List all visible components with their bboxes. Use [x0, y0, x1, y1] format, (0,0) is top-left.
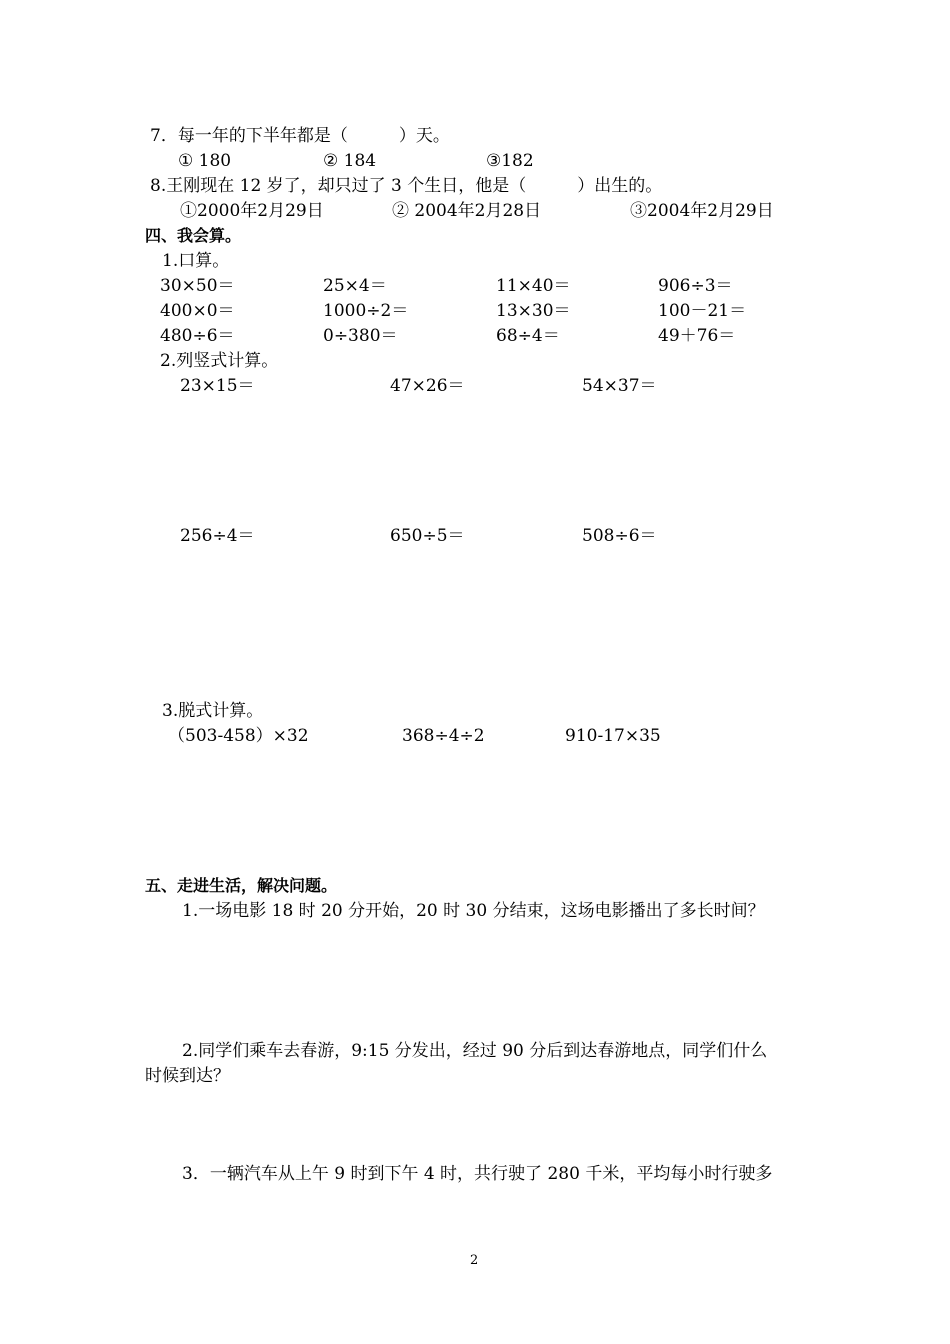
oral-calc-item: 480÷6＝ — [160, 326, 235, 346]
oral-calc-item: 68÷4＝ — [496, 326, 560, 346]
oral-calc-item: 25×4＝ — [323, 276, 387, 296]
oral-calc-item: 30×50＝ — [160, 276, 235, 296]
stepwise-calc-label: 3.脱式计算。 — [162, 701, 264, 721]
oral-calc-item: 100－21＝ — [658, 301, 747, 321]
oral-calc-item: 11×40＝ — [496, 276, 571, 296]
question-7-option-2: ② 184 — [323, 151, 377, 171]
problem-2-line-2: 时候到达？ — [145, 1066, 230, 1086]
question-8-stem: 8.王刚现在 12 岁了，却只过了 3 个生日，他是（ ）出生的。 — [150, 176, 663, 196]
stepwise-calc-item: 910-17×35 — [565, 726, 661, 746]
oral-calc-item: 0÷380＝ — [323, 326, 398, 346]
oral-calc-item: 400×0＝ — [160, 301, 235, 321]
oral-calc-label: 1.口算。 — [162, 251, 230, 271]
section-4-title: 四、我会算。 — [145, 226, 242, 245]
oral-calc-item: 906÷3＝ — [658, 276, 733, 296]
problem-1: 1.一场电影 18 时 20 分开始，20 时 30 分结束，这场电影播出了多长时间？ — [182, 901, 765, 921]
question-8-option-3: ③2004年2月29日 — [630, 201, 774, 221]
oral-calc-item: 49＋76＝ — [658, 326, 736, 346]
stepwise-calc-item: 368÷4÷2 — [402, 726, 485, 746]
vertical-calc-item: 508÷6＝ — [582, 526, 657, 546]
question-7-stem: 7．每一年的下半年都是（ ）天。 — [150, 126, 450, 146]
problem-2-line-1: 2.同学们乘车去春游，9:15 分发出，经过 90 分后到达春游地点，同学们什么 — [182, 1041, 768, 1061]
stepwise-calc-item: （503-458）×32 — [168, 726, 309, 746]
question-8-option-2: ② 2004年2月28日 — [392, 201, 542, 221]
vertical-calc-item: 23×15＝ — [180, 376, 255, 396]
question-7-option-1: ① 180 — [178, 151, 232, 171]
question-8-option-1: ①2000年2月29日 — [180, 201, 324, 221]
page-number: 2 — [470, 1253, 479, 1268]
problem-3: 3．一辆汽车从上午 9 时到下午 4 时，共行驶了 280 千米，平均每小时行驶多 — [182, 1164, 773, 1184]
oral-calc-item: 1000÷2＝ — [323, 301, 409, 321]
vertical-calc-item: 650÷5＝ — [390, 526, 465, 546]
question-7-option-3: ③182 — [486, 151, 534, 171]
vertical-calc-item: 54×37＝ — [582, 376, 657, 396]
vertical-calc-item: 47×26＝ — [390, 376, 465, 396]
oral-calc-item: 13×30＝ — [496, 301, 571, 321]
section-5-title: 五、走进生活，解决问题。 — [145, 876, 338, 895]
vertical-calc-item: 256÷4＝ — [180, 526, 255, 546]
vertical-calc-label: 2.列竖式计算。 — [160, 351, 279, 371]
